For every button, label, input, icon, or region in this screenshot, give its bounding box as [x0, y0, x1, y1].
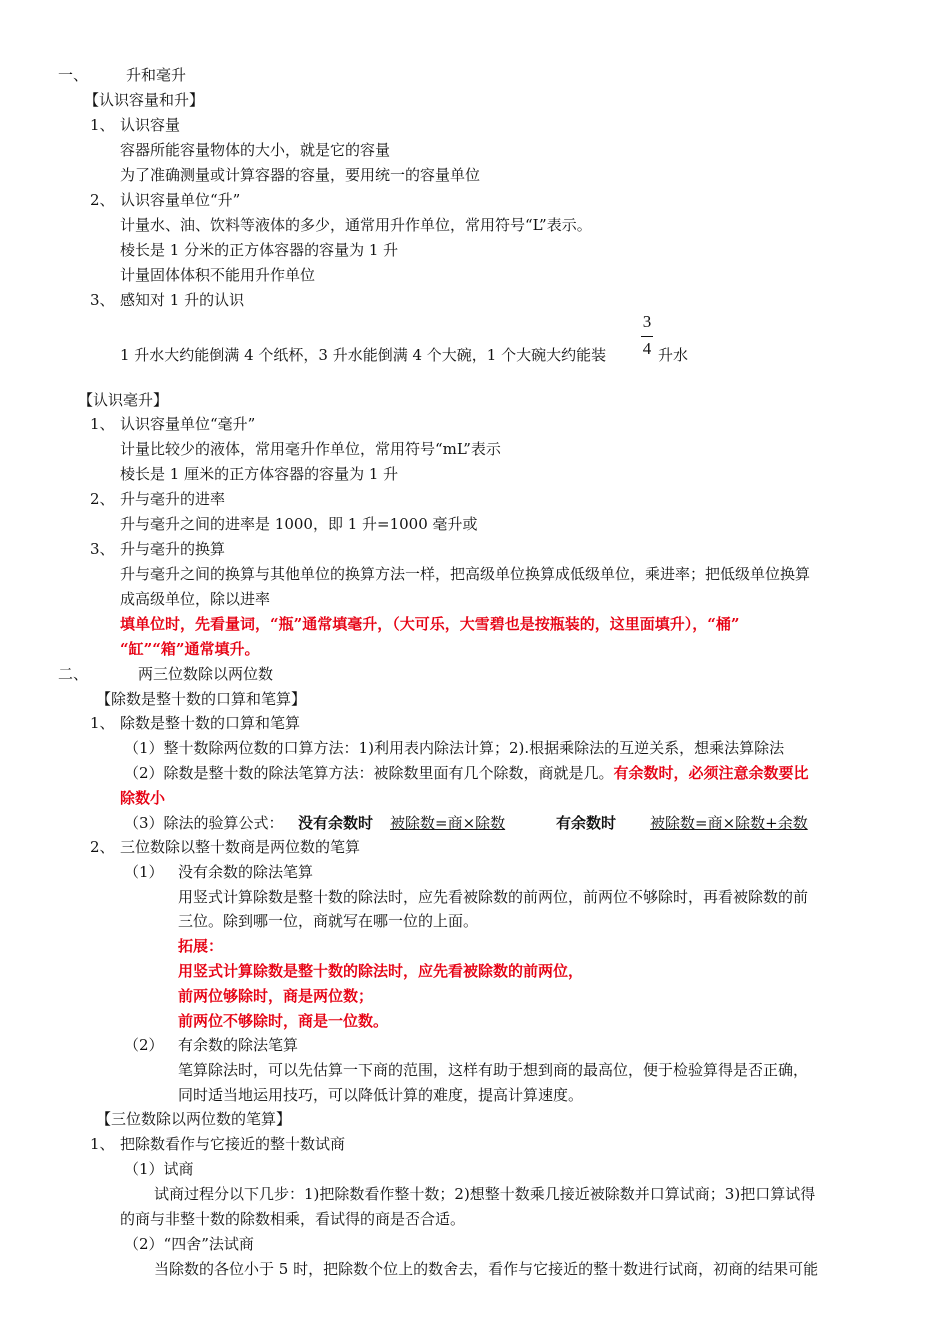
s2b-p1-line: 的商与非整十数的除数相乘，看试得的商是否合适。: [120, 1210, 466, 1228]
section1-number: 一、: [58, 66, 89, 84]
s1-item3-line-before: 1 升水大约能倒满 4 个纸杯，3 升水能倒满 4 个大碗，1 个大碗大约能装: [120, 346, 607, 364]
s1b-item3-red-note: 填单位时，先看量词，“瓶”通常填毫升，（大可乐，大雪碧也是按瓶装的，这里面填升），“桶”: [120, 615, 740, 633]
s2-item2-sub1-title: 没有余数的除法笔算: [178, 863, 314, 881]
s2-item2-number: 2、: [90, 838, 115, 856]
p2-red: 有余数时，必须注意余数要比: [613, 764, 809, 782]
section2-number: 二、: [58, 665, 89, 683]
section1-sub1-header: 【认识容量和升】: [84, 91, 205, 109]
s1b-item2-title: 升与毫升的进率: [120, 490, 226, 508]
expand-label: 拓展：: [178, 937, 224, 955]
remainder-label: 有余数时: [556, 814, 617, 832]
section2-sub2-header: 【三位数除以两位数的笔算】: [96, 1110, 292, 1128]
s1-item1-number: 1、: [90, 116, 115, 134]
s2b-item1-number: 1、: [90, 1135, 115, 1153]
section1-sub2-header: 【认识毫升】: [78, 391, 169, 409]
s2-item1-p1: （1）整十数除两位数的口算方法：1)利用表内除法计算；2).根据乘除法的互逆关系，想乘法算除法: [124, 739, 785, 757]
s1b-item1-title: 认识容量单位“毫升”: [120, 415, 256, 433]
s1b-item1-number: 1、: [90, 415, 115, 433]
s1-item1-line: 容器所能容量物体的大小，就是它的容量: [120, 141, 391, 159]
s1-item1-title: 认识容量: [120, 116, 181, 134]
p2-plain: （2）除数是整十数的除法笔算方法：被除数里面有几个除数，商就是几。: [124, 764, 614, 782]
s1-item2-line: 计量固体体积不能用升作单位: [120, 266, 316, 284]
s1-item2-title: 认识容量单位“升”: [120, 191, 241, 209]
s2-item2-title: 三位数除以整十数商是两位数的笔算: [120, 838, 361, 856]
no-remainder-formula: 被除数=商×除数: [390, 814, 506, 832]
s2b-p1-title: （1）试商: [124, 1160, 194, 1178]
s1-item3-line-after: 升水: [658, 346, 689, 364]
s1b-item3-line: 成高级单位，除以进率: [120, 590, 271, 608]
s1b-item3-number: 3、: [90, 540, 115, 558]
s2-item1-p2-red-cont: 除数小: [120, 789, 166, 807]
s2-item2-sub2-number: （2）: [124, 1036, 164, 1054]
section2-sub1-header: 【除数是整十数的口算和笔算】: [96, 690, 307, 708]
s1-item3-number: 3、: [90, 291, 115, 309]
s1-item2-line: 棱长是 1 分米的正方体容器的容量为 1 升: [120, 241, 399, 259]
section2-title: 两三位数除以两位数: [138, 665, 274, 683]
s2-item2-sub2-line: 笔算除法时，可以先估算一下商的范围，这样有助于想到商的最高位，便于检验算得是否正确，: [178, 1061, 809, 1079]
section1-title: 升和毫升: [126, 66, 187, 84]
expand-line: 用竖式计算除数是整十数的除法时，应先看被除数的前两位，: [178, 962, 584, 980]
s1b-item1-line: 计量比较少的液体，常用毫升作单位，常用符号“mL”表示: [120, 440, 501, 458]
s2-item1-p2: [124, 763, 809, 783]
expand-line: 前两位够除时，商是两位数；: [178, 987, 374, 1005]
s2-item2-sub2-line: 同时适当地运用技巧，可以降低计算的难度，提高计算速度。: [178, 1086, 584, 1104]
s1b-item2-number: 2、: [90, 490, 115, 508]
s1-item3-title: 感知对 1 升的认识: [120, 291, 245, 309]
s1-item2-number: 2、: [90, 191, 115, 209]
s2-item2-sub1-line: 三位。除到哪一位，商就写在哪一位的上面。: [178, 912, 479, 930]
s1b-item3-title: 升与毫升的换算: [120, 540, 226, 558]
s2b-p2-title: （2）“四舍”法试商: [124, 1235, 254, 1253]
no-remainder-label: 没有余数时: [298, 814, 374, 832]
s2b-p1-line: 试商过程分以下几步：1)把除数看作整十数；2)想整十数乘几接近被除数并口算试商；3)把口算试得: [154, 1185, 816, 1203]
remainder-formula: 被除数=商×除数+余数: [650, 814, 808, 832]
s2b-item1-title: 把除数看作与它接近的整十数试商: [120, 1135, 346, 1153]
fraction-bar: [641, 336, 653, 337]
s2-item1-title: 除数是整十数的口算和笔算: [120, 714, 301, 732]
s2-item2-sub1-number: （1）: [124, 863, 164, 881]
s2-item1-number: 1、: [90, 714, 115, 732]
s1b-item3-red-note: “缸”“箱”通常填升。: [120, 640, 260, 658]
s1b-item2-line: 升与毫升之间的进率是 1000，即 1 升=1000 毫升或: [120, 515, 478, 533]
s2b-p2-line: 当除数的各位小于 5 时，把除数个位上的数舍去，看作与它接近的整十数进行试商，初商的结果可能: [154, 1260, 819, 1278]
s1-item2-line: 计量水、油、饮料等液体的多少，通常用升作单位，常用符号“L”表示。: [120, 216, 592, 234]
s1b-item3-line: 升与毫升之间的换算与其他单位的换算方法一样，把高级单位换算成低级单位，乘进率；把低级单位换算: [120, 565, 811, 583]
s2-item2-sub2-title: 有余数的除法笔算: [178, 1036, 299, 1054]
expand-line: 前两位不够除时，商是一位数。: [178, 1012, 389, 1030]
fraction-denominator: 4: [642, 339, 652, 358]
s1b-item1-line: 棱长是 1 厘米的正方体容器的容量为 1 升: [120, 465, 399, 483]
s1-item1-line: 为了准确测量或计算容器的容量，要用统一的容量单位: [120, 166, 481, 184]
s2-item2-sub1-line: 用竖式计算除数是整十数的除法时，应先看被除数的前两位，前两位不够除时，再看被除数的前: [178, 888, 809, 906]
s2-item1-p3-label: （3）除法的验算公式：: [124, 814, 284, 832]
fraction-numerator: 3: [642, 312, 652, 331]
